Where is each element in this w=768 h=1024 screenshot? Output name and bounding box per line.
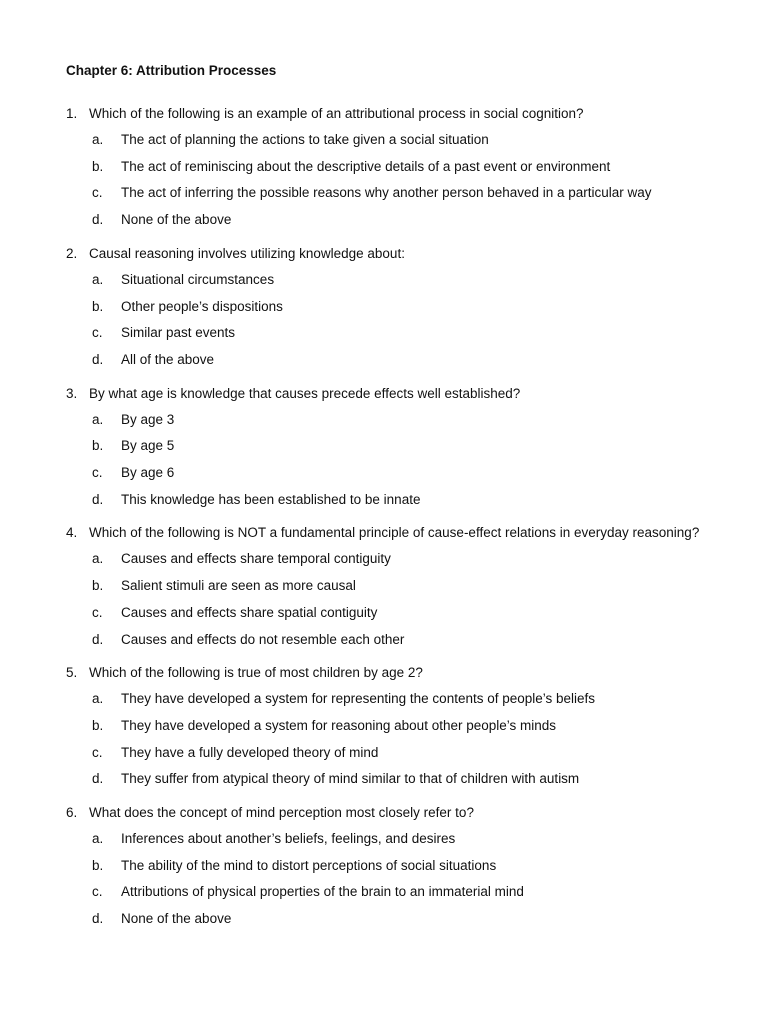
question-number: 4. bbox=[66, 525, 78, 541]
answer-option bbox=[92, 573, 704, 600]
option-letter: a. bbox=[92, 551, 104, 567]
question-text: Which of the following is NOT a fundamental principle of cause-effect relations in everyday reasoning? bbox=[89, 525, 700, 541]
answer-option bbox=[92, 267, 704, 294]
answer-option bbox=[92, 686, 704, 713]
answer-option bbox=[92, 906, 704, 933]
option-text: All of the above bbox=[121, 351, 215, 367]
answer-option bbox=[92, 487, 704, 514]
question-text: By what age is knowledge that causes precede effects well established? bbox=[89, 385, 521, 401]
option-text: By age 6 bbox=[121, 465, 175, 481]
option-letter: d. bbox=[92, 212, 104, 228]
option-text: The act of planning the actions to take given a social situation bbox=[121, 132, 489, 147]
option-text: This knowledge has been established to be innate bbox=[121, 491, 421, 507]
question-item bbox=[66, 380, 704, 514]
answer-option bbox=[92, 154, 704, 181]
answer-option bbox=[92, 207, 704, 234]
answer-option bbox=[92, 740, 704, 767]
option-text: They suffer from atypical theory of mind similar to that of children with autism bbox=[121, 771, 580, 787]
option-text: None of the above bbox=[121, 911, 232, 927]
option-letter: c. bbox=[92, 744, 103, 760]
question-number: 2. bbox=[66, 245, 78, 261]
question-number: 5. bbox=[66, 665, 78, 681]
option-text: The act of inferring the possible reasons why another person behaved in a particular way bbox=[121, 185, 652, 201]
option-text: Similar past events bbox=[121, 325, 236, 341]
option-text: By age 3 bbox=[121, 411, 175, 427]
answer-option bbox=[92, 320, 704, 347]
option-letter: c. bbox=[92, 185, 103, 201]
question-text: What does the concept of mind perception most closely refer to? bbox=[89, 805, 474, 821]
question-item bbox=[66, 519, 704, 653]
answer-option bbox=[92, 826, 704, 853]
option-letter: b. bbox=[92, 438, 104, 454]
answer-option bbox=[92, 407, 704, 434]
question-number: 6. bbox=[66, 805, 78, 821]
answer-option bbox=[92, 433, 704, 460]
answer-options bbox=[66, 127, 704, 234]
option-text: They have developed a system for reasoning about other people’s minds bbox=[121, 717, 557, 733]
answer-option bbox=[92, 879, 704, 906]
option-letter: b. bbox=[92, 857, 104, 873]
question-item bbox=[66, 799, 704, 933]
answer-option bbox=[92, 460, 704, 487]
question-row bbox=[66, 100, 704, 127]
option-letter: a. bbox=[92, 271, 104, 287]
option-text: They have a fully developed theory of mind bbox=[121, 744, 379, 760]
option-text: Causes and effects do not resemble each other bbox=[121, 631, 405, 647]
question-text: Which of the following is an example of an attributional process in social cognition? bbox=[89, 106, 584, 121]
option-letter: b. bbox=[92, 298, 104, 314]
question-item bbox=[66, 240, 704, 374]
option-letter: b. bbox=[92, 578, 104, 594]
answer-option bbox=[92, 294, 704, 321]
option-text: The act of reminiscing about the descriptive details of a past event or environment bbox=[121, 158, 611, 174]
option-letter: d. bbox=[92, 351, 104, 367]
option-letter: a. bbox=[92, 831, 104, 847]
answer-option bbox=[92, 713, 704, 740]
question-text: Causal reasoning involves utilizing knowledge about: bbox=[89, 245, 405, 261]
option-letter: d. bbox=[92, 631, 104, 647]
answer-options bbox=[66, 686, 704, 793]
question-list bbox=[66, 100, 704, 933]
question-number: 1. bbox=[66, 106, 78, 121]
option-letter: b. bbox=[92, 158, 104, 174]
answer-option bbox=[92, 853, 704, 880]
option-letter: c. bbox=[92, 465, 103, 481]
option-letter: a. bbox=[92, 411, 104, 427]
question-row bbox=[66, 240, 704, 267]
option-text: Other people’s dispositions bbox=[121, 298, 283, 314]
answer-option bbox=[92, 347, 704, 374]
option-text: None of the above bbox=[121, 212, 232, 228]
question-row bbox=[66, 519, 704, 546]
option-letter: b. bbox=[92, 717, 104, 733]
option-text: Salient stimuli are seen as more causal bbox=[121, 578, 356, 594]
question-row bbox=[66, 380, 704, 407]
answer-option bbox=[92, 546, 704, 573]
answer-option bbox=[92, 627, 704, 654]
question-row bbox=[66, 799, 704, 826]
option-text: They have developed a system for representing the contents of people’s beliefs bbox=[121, 691, 596, 707]
option-letter: d. bbox=[92, 491, 104, 507]
question-row bbox=[66, 659, 704, 686]
question-text: Which of the following is true of most children by age 2? bbox=[89, 665, 423, 681]
answer-option bbox=[92, 766, 704, 793]
option-text: The ability of the mind to distort perceptions of social situations bbox=[121, 857, 497, 873]
option-letter: a. bbox=[92, 691, 104, 707]
option-text: By age 5 bbox=[121, 438, 175, 454]
option-letter: c. bbox=[92, 884, 103, 900]
question-number: 3. bbox=[66, 385, 78, 401]
chapter-title: Chapter 6: Attribution Processes bbox=[66, 63, 277, 78]
option-letter: c. bbox=[92, 325, 103, 341]
option-text: Situational circumstances bbox=[121, 271, 275, 287]
answer-options bbox=[66, 546, 704, 653]
answer-options bbox=[66, 407, 704, 514]
answer-option bbox=[92, 600, 704, 627]
option-text: Attributions of physical properties of the brain to an immaterial mind bbox=[121, 884, 524, 900]
question-item bbox=[66, 659, 704, 793]
option-text: Causes and effects share spatial contiguity bbox=[121, 604, 378, 620]
option-letter: d. bbox=[92, 771, 104, 787]
answer-option bbox=[92, 127, 704, 154]
answer-options bbox=[66, 267, 704, 374]
option-letter: c. bbox=[92, 604, 103, 620]
option-letter: a. bbox=[92, 132, 104, 147]
question-item bbox=[66, 100, 704, 234]
option-letter: d. bbox=[92, 911, 104, 927]
answer-options bbox=[66, 826, 704, 933]
option-text: Causes and effects share temporal contiguity bbox=[121, 551, 391, 567]
option-text: Inferences about another’s beliefs, feelings, and desires bbox=[121, 831, 456, 847]
answer-option bbox=[92, 180, 704, 207]
